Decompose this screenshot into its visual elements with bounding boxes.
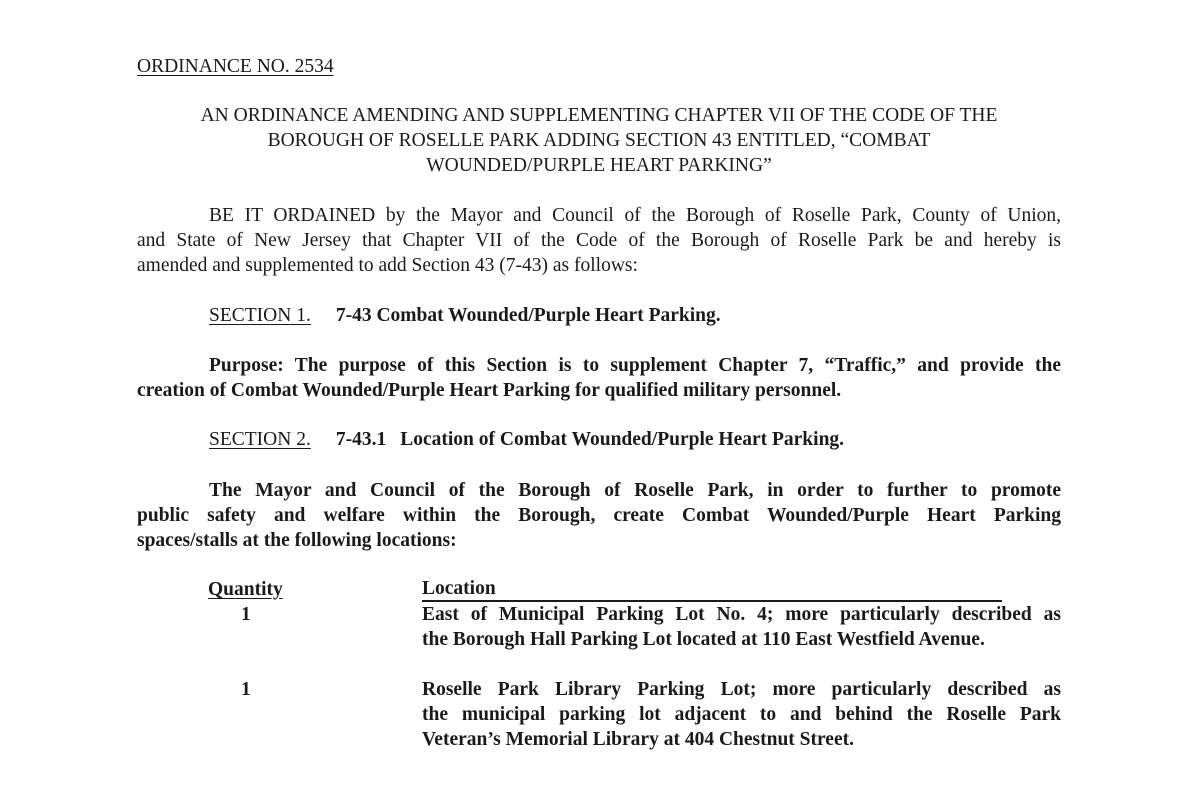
purpose-paragraph	[137, 353, 1061, 403]
paragraph-line: and State of New Jersey that Chapter VII of the Code of the Borough of Roselle Park be and hereby is	[137, 230, 1061, 251]
location-line: Roselle Park Library Parking Lot; more particularly described as	[422, 679, 1061, 700]
section-2-label: SECTION 2.	[209, 429, 311, 450]
section-1-title: 7-43 Combat Wounded/Purple Heart Parking.	[335, 305, 721, 326]
section-2-title: Location of Combat Wounded/Purple Heart Parking.	[400, 429, 845, 450]
ordained-paragraph	[137, 203, 1061, 278]
section-1-label: SECTION 1.	[209, 305, 311, 326]
paragraph-line: spaces/stalls at the following locations:	[137, 530, 457, 551]
location-line: East of Municipal Parking Lot No. 4; more particularly described as	[422, 604, 1061, 625]
ordinance-title	[137, 103, 1061, 178]
section-1-heading	[209, 303, 721, 328]
table-row-location	[422, 677, 1061, 752]
paragraph-line: The Mayor and Council of the Borough of Roselle Park, in order to further to promote	[209, 480, 1061, 501]
title-line: BOROUGH OF ROSELLE PARK ADDING SECTION 43 ENTITLED, “COMBAT	[267, 130, 931, 151]
location-line: Veteran’s Memorial Library at 404 Chestnut Street.	[422, 729, 854, 750]
paragraph-line: public safety and welfare within the Borough, create Combat Wounded/Purple Heart Parking	[137, 505, 1061, 526]
paragraph-line: creation of Combat Wounded/Purple Heart Parking for qualified military personnel.	[137, 380, 842, 401]
table-row-location	[422, 602, 1061, 652]
table-header-location: Location	[422, 577, 1002, 602]
mayor-paragraph	[137, 478, 1061, 553]
section-2-heading	[209, 427, 844, 452]
table-row-quantity: 1	[241, 604, 251, 625]
paragraph-line: amended and supplemented to add Section 43 (7-43) as follows:	[137, 255, 638, 276]
paragraph-line: BE IT ORDAINED by the Mayor and Council of the Borough of Roselle Park, County of Union,	[209, 205, 1061, 226]
location-line: the Borough Hall Parking Lot located at 110 East Westfield Avenue.	[422, 629, 985, 650]
table-row-quantity: 1	[241, 679, 251, 700]
table-header-quantity: Quantity	[208, 579, 283, 600]
title-line: AN ORDINANCE AMENDING AND SUPPLEMENTING CHAPTER VII OF THE CODE OF THE	[200, 105, 998, 126]
document-page	[137, 0, 1061, 800]
title-line: WOUNDED/PURPLE HEART PARKING”	[426, 155, 772, 176]
paragraph-line: Purpose: The purpose of this Section is to supplement Chapter 7, “Traffic,” and provide the	[209, 355, 1061, 376]
ordinance-number: ORDINANCE NO. 2534	[137, 56, 334, 77]
location-line: the municipal parking lot adjacent to and behind the Roselle Park	[422, 704, 1061, 725]
section-2-number: 7-43.1	[335, 429, 387, 450]
